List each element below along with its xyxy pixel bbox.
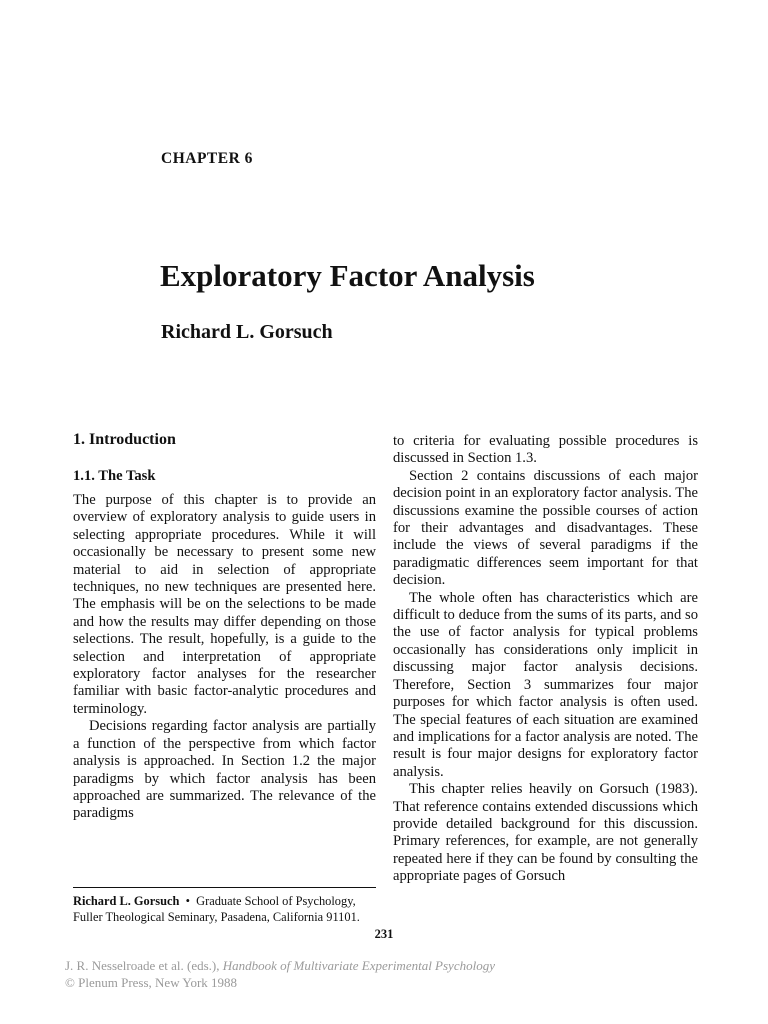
- chapter-title: Exploratory Factor Analysis: [160, 258, 535, 293]
- citation-book-title: Handbook of Multivariate Experimental Psychology: [222, 958, 495, 973]
- footnote-author: Richard L. Gorsuch: [73, 894, 180, 908]
- footnote-address: Fuller Theological Seminary, Pasadena, California 91101.: [73, 910, 360, 924]
- publication-citation: [65, 957, 495, 991]
- footnote-separator: •: [185, 894, 190, 908]
- citation-line: [65, 957, 495, 974]
- left-column: [73, 492, 376, 823]
- footnote-divider: [73, 887, 376, 888]
- footnote-affiliation: Graduate School of Psychology,: [196, 894, 356, 908]
- author-affiliation-footnote: [73, 893, 378, 925]
- paragraph: Decisions regarding factor analysis are partially a function of the perspective from which factor analysis is approached. In Section 1.2 the major paradigms by which factor analysis has been approached are summarized. The relevance of the paradigms: [73, 718, 376, 822]
- author-name: Richard L. Gorsuch: [161, 321, 333, 343]
- citation-editors: J. R. Nesselroade et al. (eds.),: [65, 958, 220, 973]
- paragraph: This chapter relies heavily on Gorsuch (1983). That reference contains extended discussions which provide detailed background for this discussion. Primary references, for example, are not generally repeated here if they can be found by consulting the appropriate pages of Gorsuch: [393, 781, 698, 885]
- footnote-line: [73, 893, 378, 909]
- paragraph: The whole often has characteristics which are difficult to deduce from the sums of its parts, and so the use of factor analysis for typical problems occasionally has considerations only implicit in discussing major factor analysis decisions. Therefore, Section 3 summarizes four major purposes for which factor analysis is often used. The special features of each situation are examined and implications for a factor analysis are noted. The result is four major designs for exploratory factor analysis.: [393, 589, 698, 780]
- right-column: [393, 433, 698, 886]
- paragraph: Section 2 contains discussions of each major decision point in an exploratory factor analysis. The discussions examine the possible courses of action for their advantages and disadvantages. These include the views of several paradigms if the paradigmatic differences seem important for that decision.: [393, 467, 698, 589]
- page-number: 231: [374, 927, 394, 941]
- section-heading: 1. Introduction: [73, 431, 176, 448]
- paragraph: The purpose of this chapter is to provide an overview of exploratory analysis to guide users in selecting appropriate procedures. While it will occasionally be necessary to present some new material to aid in selection of appropriate techniques, no new techniques are presented here. The emphasis will be on the selections to be made and how the results may differ depending on those selections. The result, hopefully, is a guide to the selection and interpretation of appropriate exploratory factor analyses for the researcher familiar with basic factor-analytic procedures and terminology.: [73, 492, 376, 717]
- paragraph: to criteria for evaluating possible procedures is discussed in Section 1.3.: [393, 433, 698, 467]
- subsection-heading: 1.1. The Task: [73, 468, 156, 484]
- chapter-label: CHAPTER 6: [161, 150, 253, 167]
- citation-publisher: © Plenum Press, New York 1988: [65, 975, 238, 990]
